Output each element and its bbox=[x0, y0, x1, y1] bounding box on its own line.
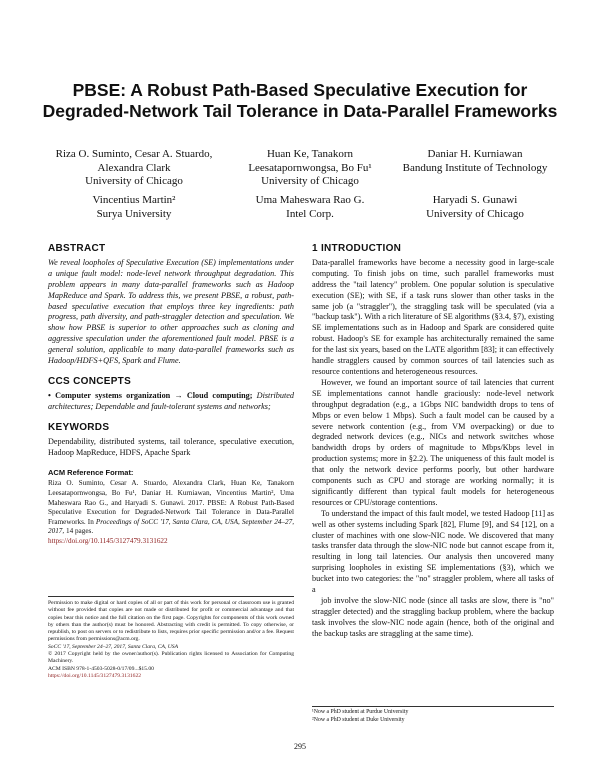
permission-doi-link[interactable]: https://doi.org/10.1145/3127479.3131622 bbox=[48, 672, 142, 679]
author-affiliation: Intel Corp. bbox=[286, 207, 334, 220]
acm-reference-heading: ACM Reference Format: bbox=[48, 468, 134, 478]
introduction-heading: 1 INTRODUCTION bbox=[312, 243, 402, 254]
acm-reference-text bbox=[48, 479, 294, 546]
permission-isbn: ACM ISBN 978-1-4503-5028-0/17/09...$15.00 bbox=[48, 665, 154, 672]
permission-copyright: © 2017 Copyright held by the owner/author(s). Publication rights licensed to Association for Computing Machinery. bbox=[48, 651, 294, 665]
author-affiliation: Bandung Institute of Technology bbox=[402, 161, 548, 174]
author-block bbox=[400, 194, 550, 221]
keywords-heading: KEYWORDS bbox=[48, 421, 110, 433]
permission-text: Permission to make digital or hard copies of all or part of this work for personal or classroom use is granted without fee provided that copies are not made or distributed for profit or commercial advantage and that copies bear this notice and the full citation on the first page. Copyrights for components of this work owned by others than the author(s) must be honored. Abstracting with credit is permitted. To copy otherwise, or republish, to post on servers or to redistribute to lists, requires prior specific permission and/or a fee. Request permissions from permissions@acm.org. bbox=[48, 600, 294, 643]
abstract-text: We reveal loopholes of Speculative Execution (SE) implementations under a unique fault model: node-level network throughput degradation. This problem appears in many data-parallel frameworks such as Hadoop MapReduce and Spark. To address this, we present PBSE, a robust, path-based speculative execution that employs three key ingredients: path progress, path diversity, and path-straggler detection and speculation. We show how PBSE is superior to other approaches such as cloning and aggressive speculation under the aforementioned fault model. PBSE is a general solution, applicable to many data-parallel frameworks such as Hadoop/HDFS+QFS, Spark and Flume. bbox=[48, 257, 294, 366]
intro-paragraph-3: To understand the impact of this fault model, we tested Hadoop [11] as well as other systems including Spark [82], Flume [9], and S4 [12], on a cluster of machines with one slow-NIC node. We discovered that many tasks transfer data through the slow-NIC node but cannot escape from it, resulting in long tail latencies. Our analysis then uncovered many surprising loopholes in existing SE implementations (§3), which we bucket into two categories: the "no" straggler problem, where all tasks of a bbox=[312, 508, 554, 595]
author-block bbox=[230, 148, 390, 189]
left-column bbox=[48, 244, 294, 546]
ccs-text bbox=[48, 391, 294, 413]
author-affiliation: University of Chicago bbox=[261, 175, 359, 187]
acm-reference-pages: 14 pages. bbox=[64, 527, 94, 536]
intro-paragraph-4: job involve the slow-NIC node (since all tasks are slow, there is "no" straggler detected) and the straggling backup problem, where the backup task involves the slow-NIC node again (hence, both of the original and the backup tasks are straggling at the same time). bbox=[312, 596, 554, 638]
acm-reference-doi-link[interactable]: https://doi.org/10.1145/3127479.3131622 bbox=[48, 536, 168, 545]
author-block bbox=[50, 194, 218, 221]
page-number: 295 bbox=[294, 742, 306, 751]
ccs-concept-primary: • Computer systems organization → Cloud computing; bbox=[48, 390, 253, 400]
footnotes bbox=[312, 706, 554, 724]
author-block bbox=[50, 148, 218, 189]
author-name: Haryadi S. Gunawi bbox=[432, 194, 518, 206]
author-name: Huan Ke, Tanakorn Leesatapornwongsa, Bo Fu¹ bbox=[248, 148, 372, 174]
author-affiliation: University of Chicago bbox=[426, 207, 524, 220]
author-name: Uma Maheswara Rao G. bbox=[255, 194, 365, 206]
author-affiliation: University of Chicago bbox=[85, 175, 183, 187]
keywords-text: Dependability, distributed systems, tail tolerance, speculative execution, Hadoop MapReduce, HDFS, Apache Spark bbox=[48, 436, 294, 457]
intro-paragraph-2: However, we found an important source of tail latencies that current SE implementations cannot handle graciously: node-level network throughput degradation (e.g., a 1Gbps NIC bandwidth drops to tens of Mbps or even below 1 Mbps). Such a fault model can be caused by a severe network contention (e.g., from VM overpacking) or due to degraded network devices (e.g., NICs and network switches whose bandwidth drops by orders of magnitude to Mbps/Kbps level in production systems; more in §2.2). The uniqueness of this fault model is that only the network device performs poorly, but other hardware components such as CPU and storage are working normally; it is significantly different than typical fault models for heterogeneous resources or CPU/storage contentions. bbox=[312, 377, 554, 507]
author-name: Riza O. Suminto, Cesar A. Stuardo, Alexandra Clark bbox=[55, 148, 213, 174]
author-name: Daniar H. Kurniawan bbox=[427, 148, 523, 160]
acm-reference-venue: Proceedings of SoCC '17, Santa Clara, CA, USA, September 24–27, 2017, bbox=[48, 517, 295, 536]
author-affiliation: Surya University bbox=[96, 207, 172, 220]
permission-venue: SoCC '17, September 24–27, 2017, Santa Clara, CA, USA bbox=[48, 643, 179, 650]
paper-title: PBSE: A Robust Path-Based Speculative Execution for Degraded-Network Tail Tolerance in Data-Parallel Frameworks bbox=[42, 80, 558, 121]
author-block bbox=[400, 148, 550, 175]
author-block bbox=[230, 194, 390, 221]
footnote: ²Now a PhD student at Duke University bbox=[312, 716, 405, 723]
footnote: ¹Now a PhD student at Purdue University bbox=[312, 709, 409, 715]
right-column bbox=[312, 244, 554, 640]
acm-reference-citation: Riza O. Suminto, Cesar A. Stuardo, Alexandra Clark, Huan Ke, Tanakorn Leesatapornwongsa, Bo Fu¹, Daniar H. Kurniawan, Vincentius Martin², Uma Maheswara Rao G., and Haryadi S. Gunawi. 2017. PBSE: A Robust Path-Based Speculative Execution for Degraded-Network Tail Tolerance in Data-Parallel Frameworks. In bbox=[48, 479, 294, 526]
author-name: Vincentius Martin² bbox=[92, 194, 176, 206]
ccs-heading: CCS CONCEPTS bbox=[48, 375, 132, 387]
permission-notice bbox=[48, 596, 294, 680]
intro-paragraph-1: Data-parallel frameworks have become a necessity good in large-scale computing. To finish jobs on time, such parallel frameworks must address the "tail latency" problem. One popular solution is speculative execution (SE); with SE, if a task runs slower than other tasks in the same job (a "straggler"), the straggling task will be speculated (via a "backup task"). With a rich literature of SE algorithms (§3.4, §7), existing SE implementations such as in Hadoop and Spark are considered quite robust. Hadoop's SE for example has architecturally remained the same for the last six years, based on the LATE algorithm [83]; it can effectively handle stragglers caused by common sources of tail latencies such as resource contentions and heterogeneous resources. bbox=[312, 257, 554, 376]
ccs-concept-secondary: Distributed architectures; Dependable and fault-tolerant systems and networks; bbox=[48, 390, 294, 411]
abstract-heading: ABSTRACT bbox=[48, 243, 106, 254]
